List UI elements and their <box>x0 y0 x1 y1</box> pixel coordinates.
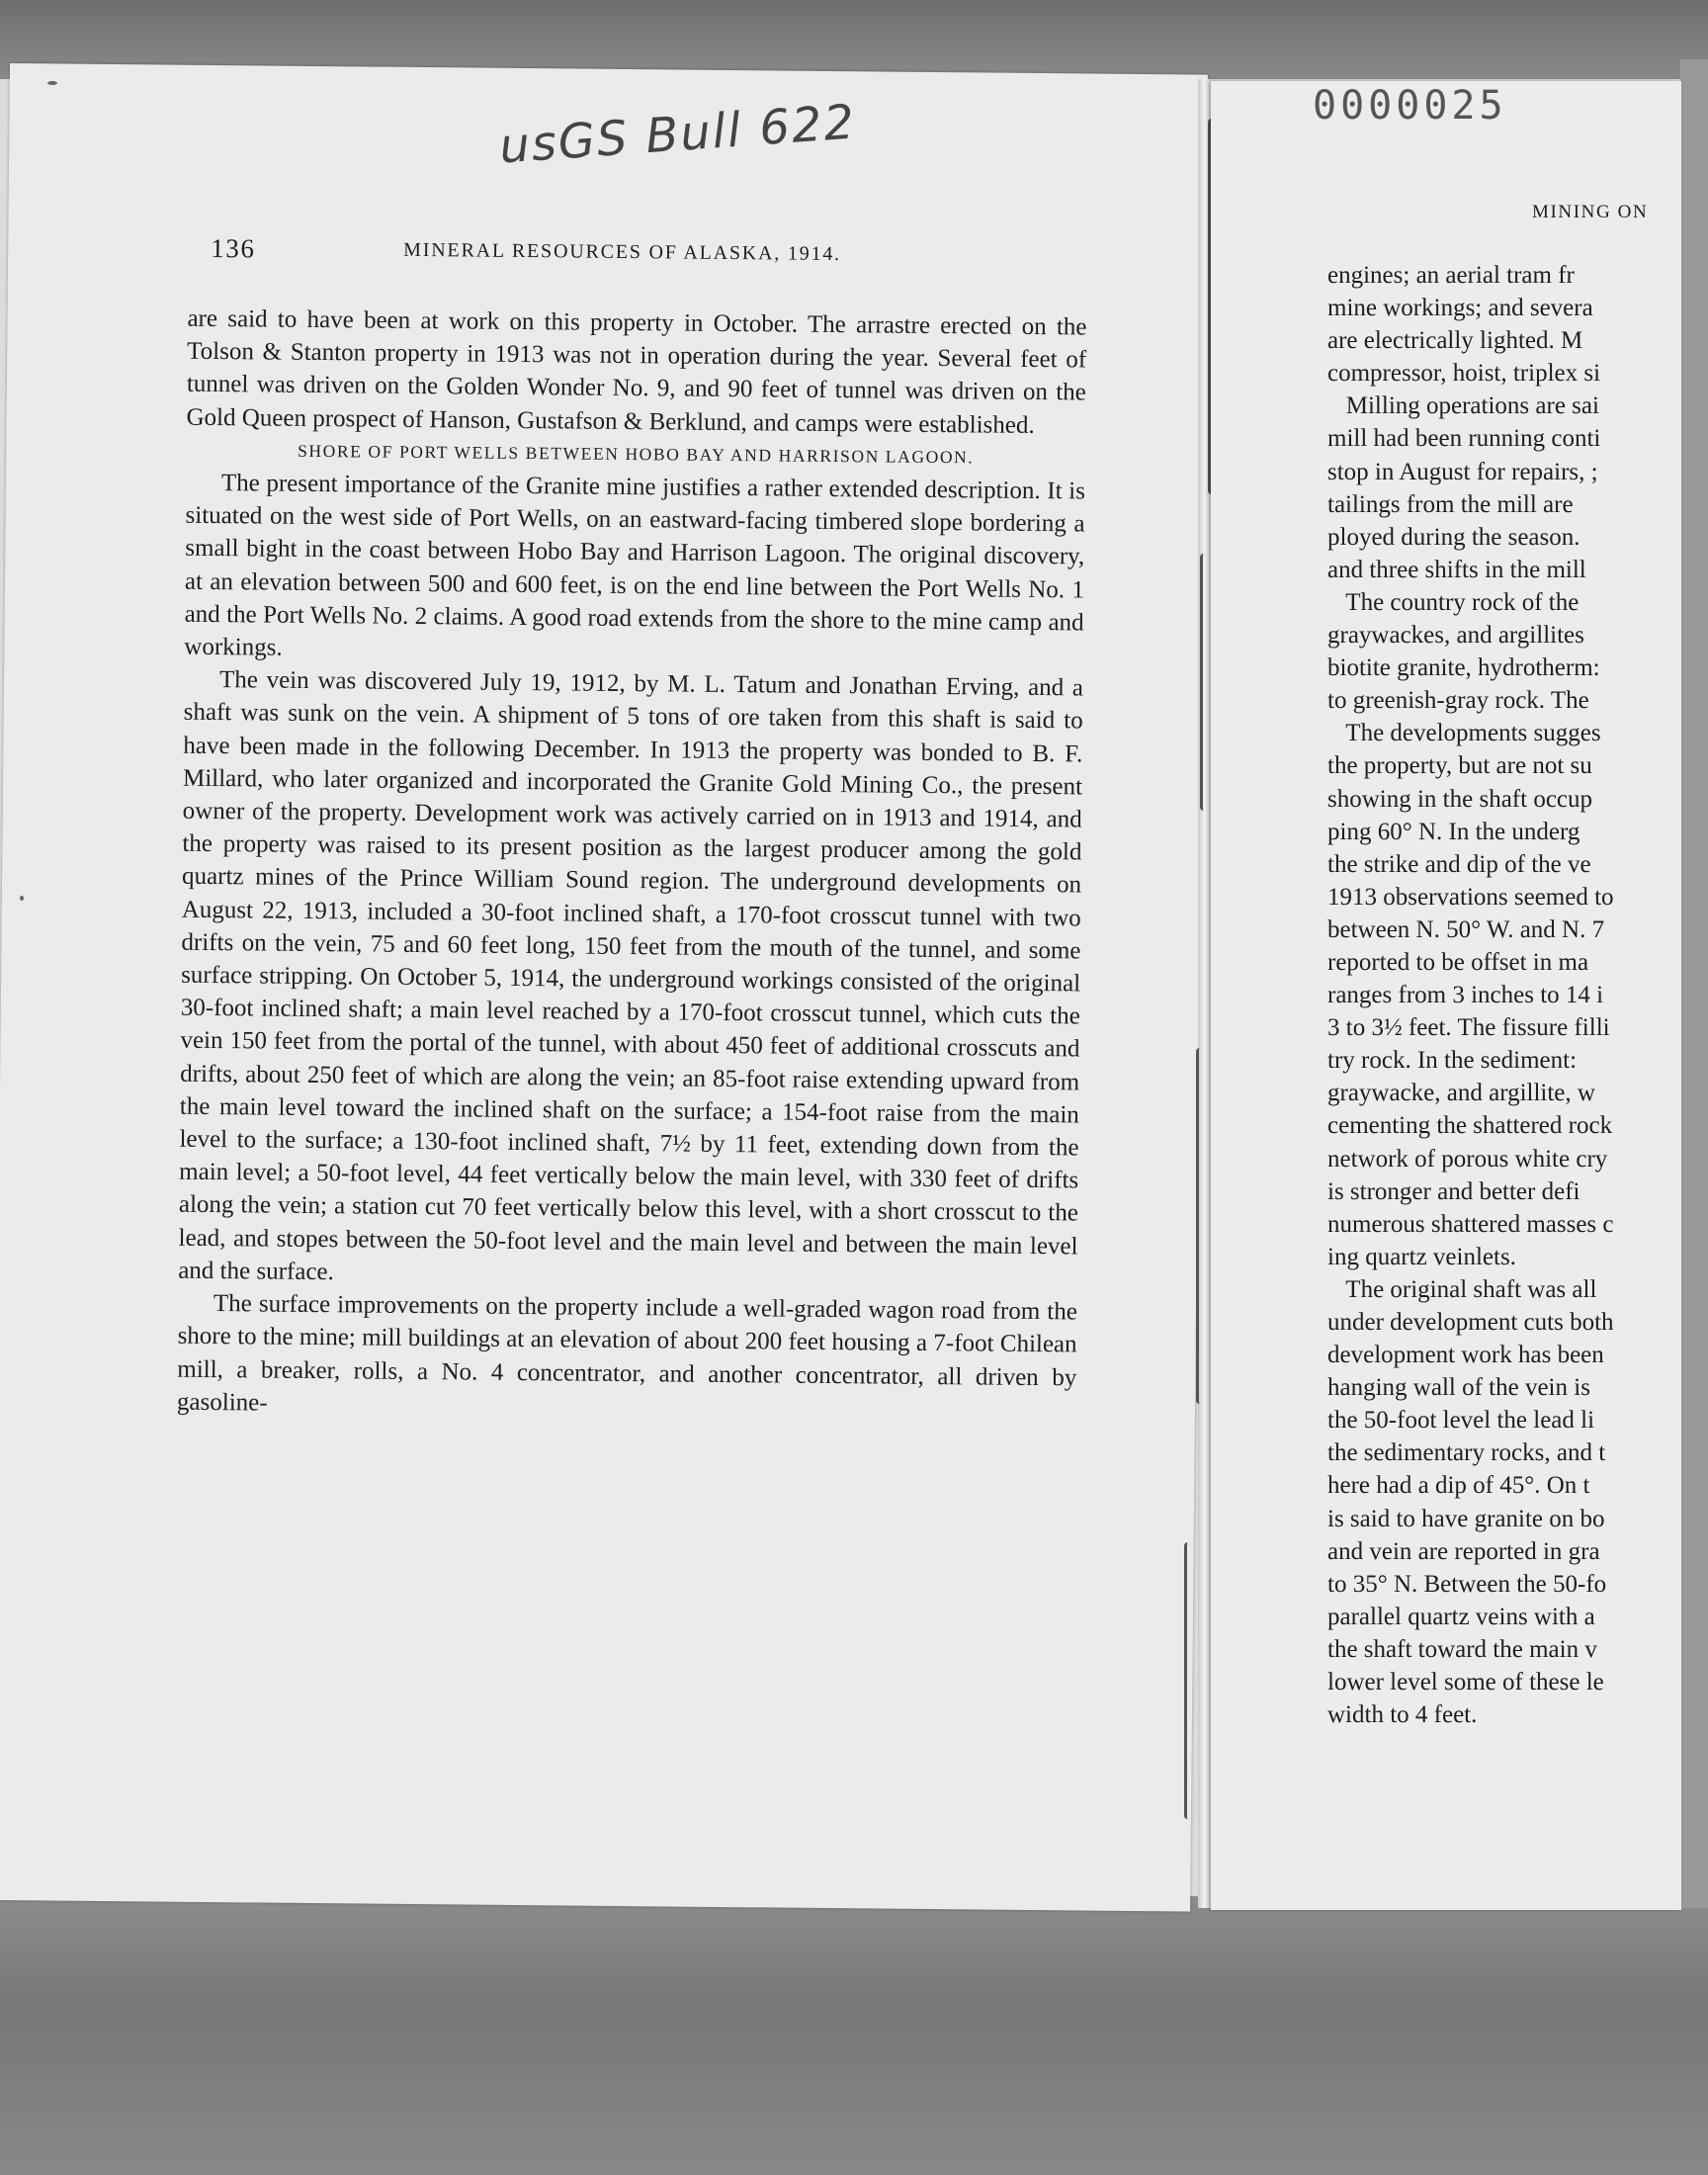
right-page-line: ing quartz veinlets. <box>1327 1243 1516 1270</box>
right-running-head: MINING ON <box>1532 202 1649 222</box>
right-page-line: to greenish-gray rock. The <box>1327 687 1589 715</box>
right-page <box>1211 81 1681 1910</box>
right-page-line: compressor, hoist, triplex si <box>1327 360 1601 388</box>
right-page-line: tailings from the mill are <box>1327 490 1574 518</box>
page-number: 136 <box>211 232 256 264</box>
right-page-line: mill had been running conti <box>1327 425 1601 453</box>
right-page-line: showing in the shaft occup <box>1327 785 1593 813</box>
intro-paragraph: are said to have been at work on this property in October. The arrastre erected on the Tolson & Stanton property in 1913 was not in operation during the year. Several feet of tunnel was driven on the Golden Wonder No. 9, and 90 feet of tunnel was driven on the Gold Queen prospect of Hanson, Gustafson & Berklund, and camps were established. <box>186 304 1087 439</box>
right-page-line: stop in August for repairs, ; <box>1327 458 1598 485</box>
right-page-line: The developments sugges <box>1327 720 1601 747</box>
right-page-line: numerous shattered masses c <box>1327 1210 1614 1238</box>
right-page-line: between N. 50° W. and N. 7 <box>1327 915 1605 943</box>
binding-mark <box>1200 554 1207 811</box>
right-page-line: 3 to 3½ feet. The fissure filli <box>1327 1014 1610 1042</box>
right-page-line: cementing the shattered rock <box>1327 1112 1613 1140</box>
binding-mark <box>1196 1048 1203 1404</box>
right-page-line: the property, but are not su <box>1327 752 1592 780</box>
right-page-line: and vein are reported in gra <box>1327 1537 1600 1565</box>
paragraph-surface-improvements: The surface improvements on the property include a well-graded wagon road from the shore to the mine; mill buildings at an elevation of about 200 feet housing a 7-foot Chilean mill, a breaker, rolls, a No. 4 concentrator, and another concentrator, all driven by gasoline- <box>176 1290 1078 1417</box>
right-page-line: hanging wall of the vein is <box>1327 1374 1590 1402</box>
right-page-line: The country rock of the <box>1327 588 1580 616</box>
right-page-line: and three shifts in the mill <box>1327 556 1586 583</box>
right-page-line: biotite granite, hydrotherm: <box>1327 654 1600 682</box>
right-page-line: the sedimentary rocks, and t <box>1327 1439 1606 1467</box>
right-page-line: is stronger and better defi <box>1327 1177 1580 1205</box>
right-page-line: the strike and dip of the ve <box>1327 850 1591 878</box>
right-page-line: ployed during the season. <box>1327 523 1580 551</box>
right-page-line: the shaft toward the main v <box>1327 1635 1597 1663</box>
right-page-line: lower level some of these le <box>1327 1669 1604 1696</box>
right-page-line: under development cuts both <box>1327 1309 1614 1336</box>
running-head-title: MINERAL RESOURCES OF ALASKA, 1914. <box>403 238 842 266</box>
right-page-line: graywacke, and argillite, w <box>1327 1080 1595 1107</box>
right-page-line: reported to be offset in ma <box>1327 948 1589 976</box>
paragraph-vein-discovery: The vein was discovered July 19, 1912, by M. L. Tatum and Jonathan Erving, and a shaft was sunk on the vein. A shipment of 5 tons of ore taken from this shaft is said to have been made in the following December. In 1913 the property was bonded to B. F. Millard, who later organized and incorporated the Granite Gold Mining Co., the present owner of the property. Development work was actively carried on in 1913 and 1914, and the property was raised to its present position as the largest producer among the gold quartz mines of the Prince William Sound region. The underground developments on August 22, 1913, included a 30-foot inclined shaft, a 170-foot crosscut tunnel with two drifts on the vein, 75 and 60 feet long, 150 feet from the mouth of the tunnel, and some surface stripping. On October 5, 1914, the underground workings consisted of the original 30-foot inclined shaft; a main level reached by a 170-foot crosscut tunnel, which cuts the vein 150 feet from the portal of the tunnel, with about 450 feet of additional crosscuts and drifts, about 250 feet of which are along the vein; an 85-foot raise extending upward from the main level toward the inclined shaft on the surface; a 154-foot raise from the main level to the surface; a 130-foot inclined shaft, 7½ by 11 feet, extending down from the main level; a 50-foot level, 44 feet vertically below the main level, with 330 feet of drifts along the vein; a station cut 70 feet vertically below this level, with a short crosscut to the lead, and stopes between the 50-foot level and the main level and between the main level and the surface. <box>178 666 1084 1286</box>
scan-speck <box>20 896 24 901</box>
right-page-line: here had a dip of 45°. On t <box>1327 1472 1590 1500</box>
right-page-line: The original shaft was all <box>1327 1275 1597 1303</box>
left-running-head <box>211 232 1090 266</box>
right-page-line: development work has been <box>1327 1342 1604 1369</box>
right-page-line: parallel quartz veins with a <box>1327 1603 1595 1630</box>
scan-background-bottom <box>0 1896 1708 2175</box>
stamp-number: 0000025 <box>1313 83 1507 129</box>
right-page-line: width to 4 feet. <box>1327 1701 1478 1729</box>
binding-mark <box>1184 1542 1191 1819</box>
right-page-line: ping 60° N. In the underg <box>1327 818 1580 845</box>
left-page <box>0 63 1208 1912</box>
scan-speck <box>47 81 57 85</box>
handwritten-reference: usGS Bull 622 <box>497 94 858 175</box>
right-page-line: engines; an aerial tram fr <box>1327 262 1575 289</box>
right-page-line: 1913 observations seemed to <box>1327 883 1614 911</box>
right-page-line: ranges from 3 inches to 14 i <box>1327 982 1604 1009</box>
right-page-line: mine workings; and severa <box>1327 295 1593 322</box>
right-page-line: the 50-foot level the lead li <box>1327 1407 1595 1435</box>
right-page-line: is said to have granite on bo <box>1327 1505 1605 1532</box>
paragraph-granite-mine: The present importance of the Granite mine justifies a rather extended description. It is situated on the west side of Port Wells, on an eastward-facing timbered slope bordering a small bight in the coast between Hobo Bay and Harrison Lagoon. The original discovery, at an elevation between 500 and 600 feet, is on the end line between the Port Wells No. 1 and the Port Wells No. 2 claims. A good road extends from the shore to the mine camp and workings. <box>184 470 1086 661</box>
left-text-column <box>177 303 1087 1428</box>
right-text-column <box>1327 259 1681 1731</box>
right-page-line: Milling operations are sai <box>1327 392 1599 420</box>
right-page-line: graywackes, and argillites <box>1327 622 1584 650</box>
section-heading: SHORE OF PORT WELLS BETWEEN HOBO BAY AND HARRISON LAGOON. <box>298 440 975 468</box>
right-page-line: are electrically lighted. M <box>1327 327 1583 355</box>
right-page-line: network of porous white cry <box>1327 1145 1608 1173</box>
right-page-line: to 35° N. Between the 50-fo <box>1327 1570 1607 1598</box>
right-page-line: try rock. In the sediment: <box>1327 1047 1578 1075</box>
scan-background-right <box>1680 59 1708 1908</box>
